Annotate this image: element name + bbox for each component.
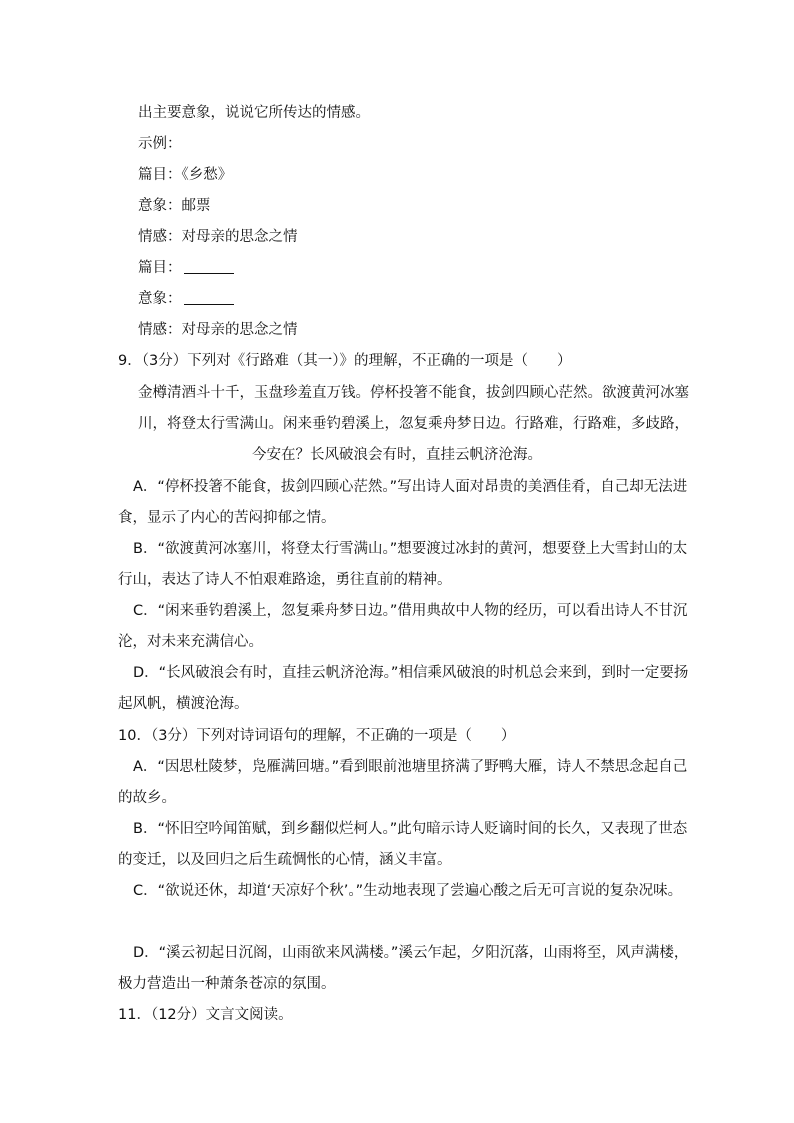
- q9-option-d-1: D．“长风破浪会有时，直挂云帆济沧海。”相信乘风破浪的时机总会来到，到时一定要扬: [133, 665, 689, 681]
- fill-image-label: 意象：: [138, 291, 182, 307]
- fill-title-blank: [184, 259, 234, 274]
- q10-option-d-2: 极力营造出一种萧条苍凉的氛围。: [118, 976, 336, 992]
- q9-poem-line-3: 今安在？长风破浪会有时，直挂云帆济沧海。: [252, 447, 542, 463]
- fill-image-blank: [184, 290, 234, 305]
- intro-line-1: 出主要意象，说说它所传达的情感。: [138, 105, 370, 121]
- q10-option-b-1: B．“怀旧空吟闻笛赋，到乡翻似烂柯人。”此句暗示诗人贬谪时间的长久，又表现了世态: [133, 821, 688, 837]
- example-image: 意象：邮票: [138, 198, 211, 214]
- q9-option-b-1: B．“欲渡黄河冰塞川，将登太行雪满山。”想要渡过冰封的黄河，想要登上大雪封山的太: [133, 541, 688, 557]
- q10-option-c-1: C．“欲说还休，却道‘天凉好个秋’。”生动地表现了尝遍心酸之后无可言说的复杂况味。: [133, 883, 683, 899]
- q10-option-a-2: 的故乡。: [118, 790, 176, 806]
- q9-option-a-1: A．“停杯投箸不能食，拔剑四顾心茫然。”写出诗人面对昂贵的美酒佳肴，自己却无法进: [133, 479, 688, 495]
- q9-option-c-2: 沦，对未来充满信心。: [118, 634, 263, 650]
- q9-option-b-2: 行山，表达了诗人不怕艰难路途，勇往直前的精神。: [118, 572, 452, 588]
- q9-option-a-2: 食，显示了内心的苦闷抑郁之情。: [118, 510, 336, 526]
- example-label: 示例：: [138, 136, 182, 152]
- q9-option-c-1: C．“闲来垂钓碧溪上，忽复乘舟梦日边。”借用典故中人物的经历，可以看出诗人不甘沉: [133, 603, 688, 619]
- q10-option-d-1: D．“溪云初起日沉阁，山雨欲来风满楼。”溪云乍起，夕阳沉落，山雨将至，风声满楼，: [133, 945, 689, 961]
- fill-image-row: [138, 290, 234, 308]
- q10-option-b-2: 的变迁，以及回归之后生疏惆怅的心情，涵义丰富。: [118, 852, 452, 868]
- q9-stem: 9．（3分）下列对《行路难（其一）》的理解，不正确的一项是（ ）: [118, 353, 572, 369]
- example-emotion: 情感：对母亲的思念之情: [138, 229, 298, 245]
- q10-stem: 10．（3分）下列对诗词语句的理解，不正确的一项是（ ）: [118, 728, 516, 744]
- q9-option-d-2: 起风帆，横渡沧海。: [118, 696, 249, 712]
- fill-title-label: 篇目：: [138, 260, 182, 276]
- fill-title-row: [138, 259, 234, 277]
- q9-poem-line-2: 川，将登太行雪满山。闲来垂钓碧溪上，忽复乘舟梦日边。行路难，行路难，多歧路，: [138, 416, 689, 432]
- q11-stem: 11．（12分）文言文阅读。: [118, 1007, 293, 1023]
- q10-option-a-1: A．“因思杜陵梦，凫雁满回塘。”看到眼前池塘里挤满了野鸭大雁，诗人不禁思念起自己: [133, 759, 688, 775]
- q9-poem-line-1: 金樽清酒斗十千，玉盘珍羞直万钱。停杯投箸不能食，拔剑四顾心茫然。欲渡黄河冰塞: [138, 385, 689, 401]
- example-title: 篇目：《乡愁》: [138, 167, 233, 183]
- fill-emotion: 情感：对母亲的思念之情: [138, 322, 298, 338]
